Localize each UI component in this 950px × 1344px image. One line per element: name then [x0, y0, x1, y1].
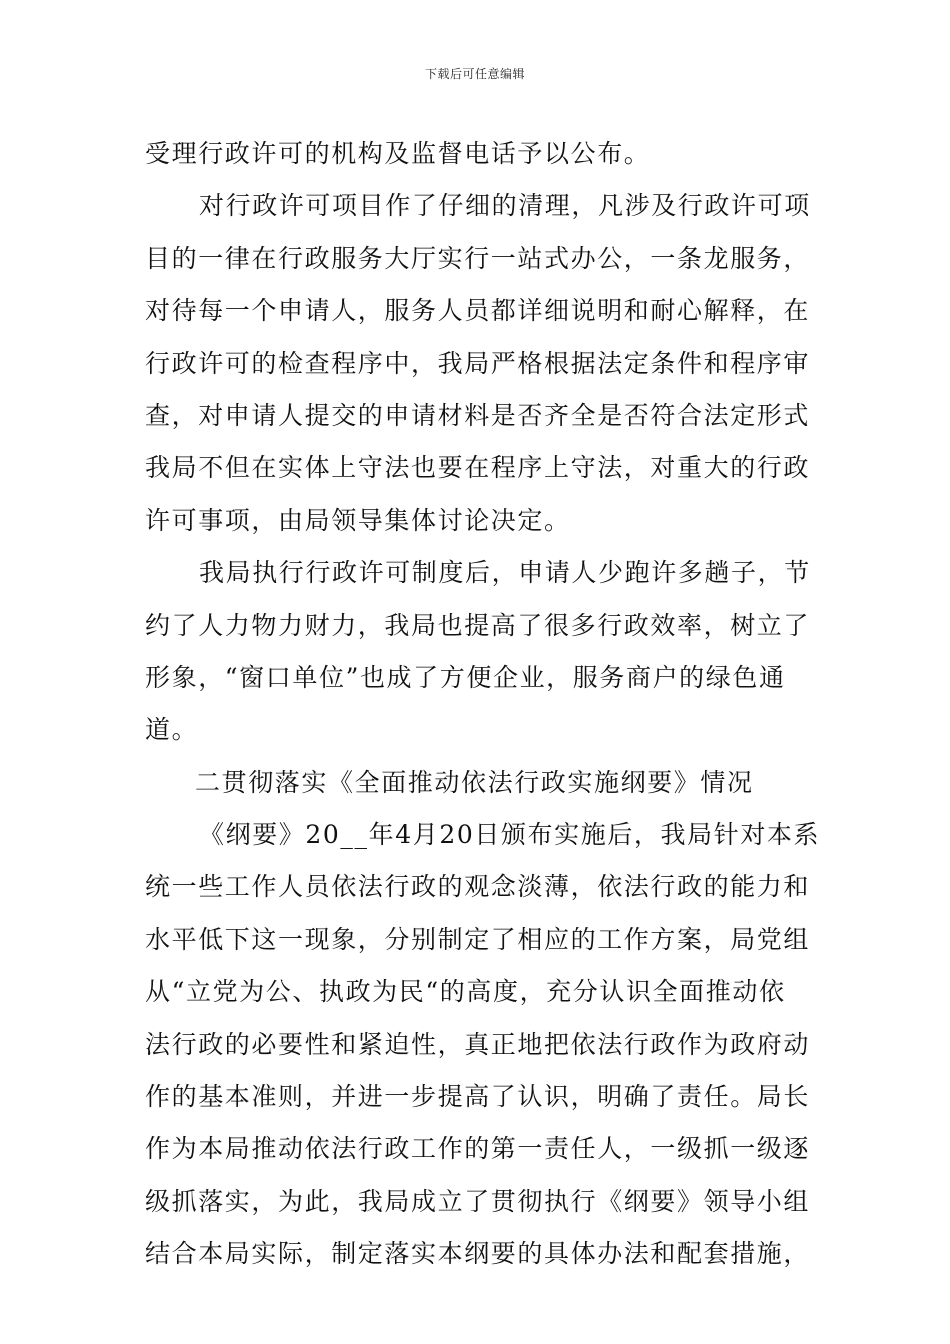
text-line: 作为本局推动依法行政工作的第一责任人，一级抓一级逐 [145, 1134, 811, 1164]
text-line: 许可事项，由局领导集体讨论决定。 [145, 505, 571, 535]
text-line: 形象，“窗口单位”也成了方便企业，服务商户的绿色通 [145, 662, 786, 692]
text-line: 道。 [145, 715, 199, 745]
text-line: 法行政的必要性和紧迫性，真正地把依法行政作为政府动 [145, 1029, 811, 1059]
text-line: 统一些工作人员依法行政的观念淡薄，依法行政的能力和 [145, 872, 811, 902]
paragraph-first-line: 我局执行行政许可制度后，申请人少跑许多趟子，节 [199, 558, 811, 588]
text-line: 水平低下这一现象，分别制定了相应的工作方案，局党组 [145, 924, 811, 954]
text-line: 结合本局实际，制定落实本纲要的具体办法和配套措施， [145, 1239, 811, 1269]
text-line: 我局不但在实体上守法也要在程序上守法，对重大的行政 [145, 453, 811, 483]
paragraph-first-line: 《纲要》20__年4月20日颁布实施后，我局针对本系 [199, 820, 821, 850]
document-body [145, 128, 821, 1281]
text-line: 从“立党为公、执政为民“的高度，充分认识全面推动依 [145, 977, 786, 1007]
header-note: 下载后可任意编辑 [424, 67, 525, 81]
section-heading: 二贯彻落实《全面推动依法行政实施纲要》情况 [195, 767, 754, 797]
paragraph-first-line: 对行政许可项目作了仔细的清理，凡涉及行政许可项 [199, 191, 811, 221]
text-line: 作的基本准则，并进一步提高了认识，明确了责任。局长 [145, 1082, 811, 1112]
text-line: 行政许可的检查程序中，我局严格根据法定条件和程序审 [145, 348, 811, 378]
text-line: 对待每一个申请人，服务人员都详细说明和耐心解释，在 [145, 296, 811, 326]
text-line: 受理行政许可的机构及监督电话予以公布。 [145, 139, 651, 168]
text-line: 级抓落实，为此，我局成立了贯彻执行《纲要》领导小组 [145, 1186, 811, 1216]
text-line: 目的一律在行政服务大厅实行一站式办公，一条龙服务， [145, 243, 811, 273]
text-line: 查，对申请人提交的申请材料是否齐全是否符合法定形式 [145, 400, 811, 430]
text-line: 约了人力物力财力，我局也提高了很多行政效率，树立了 [145, 610, 811, 640]
